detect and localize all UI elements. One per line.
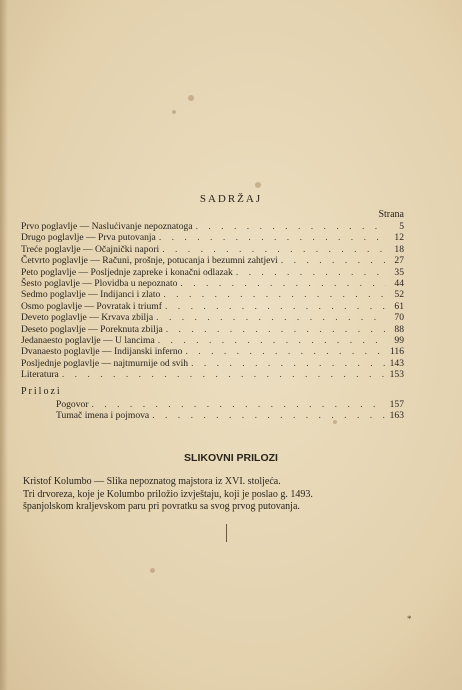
entry-title: Deveto poglavlje — Krvava zbilja	[21, 312, 154, 324]
entry-page-number: 18	[394, 243, 404, 255]
entry-page-number: 99	[394, 334, 404, 346]
entry-page-number: 157	[389, 399, 404, 410]
entry-title: Osmo poglavlje — Povratak i triumf	[21, 300, 162, 312]
dot-leader	[162, 301, 386, 312]
dot-leader	[177, 278, 386, 289]
toc-entry	[21, 232, 404, 243]
toc-entry	[21, 301, 404, 312]
toc-entry	[21, 244, 404, 255]
toc-entry	[21, 221, 404, 232]
dot-leader	[193, 221, 386, 232]
entry-page-number: 143	[389, 357, 404, 369]
entry-title: Drugo poglavlje — Prva putovanja	[21, 232, 156, 244]
description-line: Kristof Kolumbo — Slika nepoznatog majstora iz XVI. stoljeća.	[23, 476, 281, 487]
table-of-contents	[21, 221, 404, 380]
toc-entry	[21, 358, 404, 369]
dot-leader	[153, 312, 386, 323]
dot-leader	[182, 346, 386, 357]
entry-page-number: 153	[389, 369, 404, 381]
description-line: španjolskom kraljevskom paru pri povratku sa svog prvog putovanja.	[23, 501, 300, 512]
dot-leader	[278, 255, 386, 266]
toc-entry	[21, 278, 404, 289]
toc-entry	[21, 255, 404, 266]
age-spot	[172, 110, 176, 114]
toc-entry	[21, 324, 404, 335]
appendices-list	[56, 399, 404, 422]
dot-leader	[89, 399, 386, 410]
toc-entry	[21, 289, 404, 300]
corner-mark: *	[407, 614, 412, 624]
entry-title: Prvo poglavlje — Naslućivanje nepoznatoga	[21, 221, 193, 232]
entry-page-number: 70	[394, 312, 404, 324]
entry-page-number: 116	[389, 346, 404, 358]
description-line: Tri drvoreza, koje je Kolumbo priložio izvještaju, koji je poslao g. 1493.	[23, 488, 313, 500]
age-spot	[188, 95, 194, 101]
dot-leader	[59, 369, 386, 380]
illustrations-heading: SLIKOVNI PRILOZI	[184, 452, 278, 464]
entry-title: Peto poglavlje — Posljednje zapreke i konačni odlazak	[21, 266, 233, 278]
toc-entry	[21, 346, 404, 357]
toc-entry	[21, 369, 404, 380]
toc-entry	[21, 312, 404, 323]
entry-title: Sedmo poglavlje — Indijanci i zlato	[21, 289, 161, 301]
contents-title: SADRŽAJ	[199, 193, 263, 205]
entry-page-number: 44	[394, 277, 404, 289]
entry-title: Pogovor	[56, 399, 89, 410]
entry-page-number: 88	[394, 323, 404, 335]
toc-entry	[21, 267, 404, 278]
entry-title: Jedanaesto poglavlje — U lancima	[21, 334, 155, 346]
entry-page-number: 27	[394, 255, 404, 267]
entry-page-number: 61	[394, 300, 404, 312]
dot-leader	[160, 289, 386, 300]
entry-title: Posljednje poglavlje — najtmurnije od svih	[21, 357, 189, 369]
dot-leader	[149, 410, 386, 421]
entry-title: Četvrto poglavlje — Računi, prošnje, potucanja i bezumni zahtjevi	[21, 255, 278, 267]
entry-page-number: 5	[399, 221, 404, 232]
page-edge-shadow	[0, 0, 8, 690]
appendices-heading: Prilozi	[21, 386, 62, 397]
dot-leader	[159, 244, 386, 255]
toc-entry	[21, 335, 404, 346]
entry-title: Šesto poglavlje — Plovidba u nepoznato	[21, 277, 178, 289]
page-column-label: Strana	[378, 209, 404, 220]
entry-page-number: 163	[389, 410, 404, 422]
age-spot	[255, 182, 261, 188]
dot-leader	[188, 358, 386, 369]
entry-title: Tumač imena i pojmova	[56, 410, 150, 422]
illustrations-description	[23, 476, 408, 514]
entry-page-number: 35	[394, 266, 404, 278]
age-spot	[150, 568, 155, 573]
toc-entry	[56, 399, 404, 410]
dot-leader	[163, 324, 386, 335]
entry-title: Deseto poglavlje — Poreknuta zbilja	[21, 323, 163, 335]
dot-leader	[233, 267, 386, 278]
entry-title: Dvanaesto poglavlje — Indijanski inferno	[21, 346, 183, 358]
entry-title: Literatura	[21, 369, 59, 381]
dot-leader	[155, 335, 386, 346]
toc-entry	[56, 410, 404, 421]
entry-page-number: 12	[394, 232, 404, 244]
entry-title: Treće poglavlje — Očajnički napori	[21, 243, 160, 255]
divider-mark	[226, 524, 227, 542]
dot-leader	[156, 232, 386, 243]
entry-page-number: 52	[394, 289, 404, 301]
